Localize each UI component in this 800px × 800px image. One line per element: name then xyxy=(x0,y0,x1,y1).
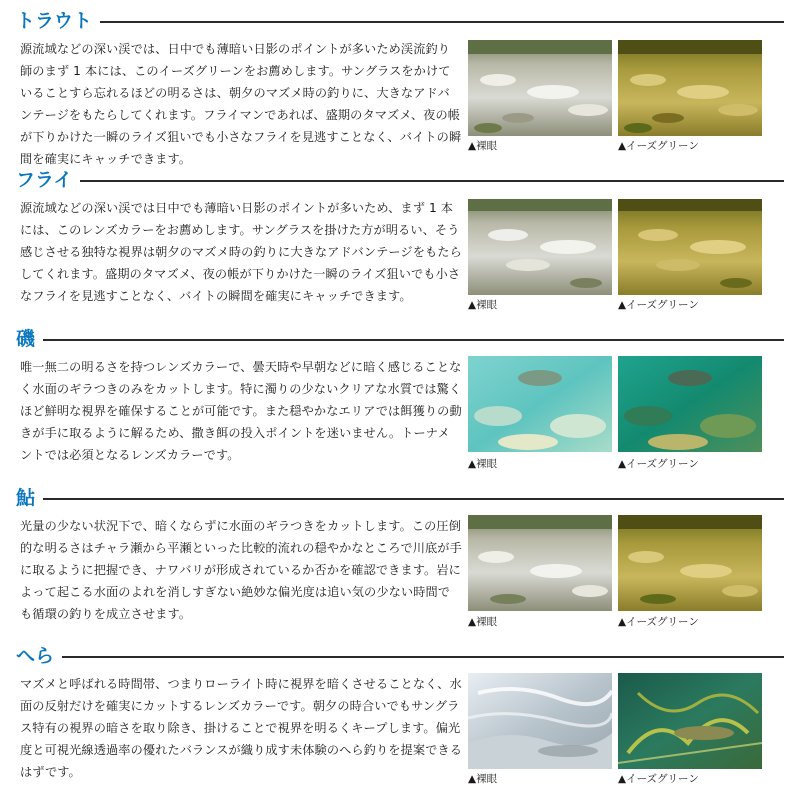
header-rule xyxy=(16,498,784,500)
caption-ease-green: ▲イーズグリーン xyxy=(618,299,699,311)
photo-naked-eye xyxy=(468,40,612,136)
section-title: トラウト xyxy=(16,8,100,34)
section-title: フライ xyxy=(16,167,80,193)
photo-ease-green xyxy=(618,199,762,295)
section-ayu xyxy=(0,485,800,645)
section-trout xyxy=(0,8,800,168)
section-header xyxy=(16,326,784,352)
photo-naked-eye xyxy=(468,515,612,611)
photo-ease-green xyxy=(618,40,762,136)
caption-ease-green: ▲イーズグリーン xyxy=(618,458,699,470)
photo-ease-green xyxy=(618,673,762,769)
section-fly xyxy=(0,167,800,327)
section-iso xyxy=(0,326,800,486)
caption-ease-green: ▲イーズグリーン xyxy=(618,140,699,152)
photo-naked-eye xyxy=(468,673,612,769)
caption-naked-eye: ▲裸眼 xyxy=(468,140,498,152)
caption-ease-green: ▲イーズグリーン xyxy=(618,616,699,628)
section-description: マズメと呼ばれる時間帯、つまりローライト時に視界を暗くさせることなく、水面の反射だけを確実にカットするレンズカラーです。朝夕の時合いでもサングラス特有の視界の暗さを取り除き、掛けることで視界を明るくキープします。偏光度と可視光線透過率の優れたバランスが織り成す未体験のへら釣りを提案できるはずです。 xyxy=(20,677,462,779)
section-header xyxy=(16,643,784,669)
section-description: 源流域などの深い渓では、日中でも薄暗い日影のポイントが多いため渓流釣り師のまず 1 本には、このイーズグリーンをお薦めします。サングラスをかけていることすら忘れるほどの明るさは、朝夕のマズメ時の釣りに、大きなアドバンテージをもたらしてくれます。フライマンであれば、盛期のタマズメ、夜の帳が下りかけた一瞬のライズ狙いでも小さなフライを見逃すことなく、バイトの瞬間を確実にキャッチできます。 xyxy=(20,42,462,166)
section-description: 源流域などの深い渓では日中でも薄暗い日影のポイントが多いため、まず 1 本には、このレンズカラーをお薦めします。サングラスを掛けた方が明るい、そう感じさせる独特な視界は朝夕のマズメ時の釣りに大きなアドバンテージをもたらしてくれます。盛期のタマズメ、夜の帳が下りかけた一瞬のライズ狙いでも小さなフライを見逃すことなく、バイトの瞬間を確実にキャッチできます。 xyxy=(20,201,462,303)
section-title: 鮎 xyxy=(16,485,43,511)
header-rule xyxy=(16,656,784,658)
header-rule xyxy=(16,21,784,23)
caption-naked-eye: ▲裸眼 xyxy=(468,299,498,311)
photo-ease-green xyxy=(618,356,762,452)
caption-naked-eye: ▲裸眼 xyxy=(468,773,498,785)
header-rule xyxy=(16,180,784,182)
section-hera xyxy=(0,643,800,800)
photo-naked-eye xyxy=(468,199,612,295)
section-description: 光量の少ない状況下で、暗くならずに水面のギラつきをカットします。この圧倒的な明るさはチャラ瀬から平瀬といった比較的流れの穏やかなところで川底が手に取るように把握でき、ナワバリが形成されているか否かを確認できます。岩によって起こる水面のよれを消しすぎない絶妙な偏光度は追い気の少ない時間でも循環の釣りを成立させます。 xyxy=(20,519,462,621)
caption-naked-eye: ▲裸眼 xyxy=(468,458,498,470)
section-header xyxy=(16,485,784,511)
section-title: へら xyxy=(16,643,62,669)
caption-naked-eye: ▲裸眼 xyxy=(468,616,498,628)
section-title: 磯 xyxy=(16,326,43,352)
section-header xyxy=(16,8,784,34)
header-rule xyxy=(16,339,784,341)
caption-ease-green: ▲イーズグリーン xyxy=(618,773,699,785)
photo-ease-green xyxy=(618,515,762,611)
section-description: 唯一無二の明るさを持つレンズカラーで、曇天時や早朝などに暗く感じることなく水面のギラつきのみをカットします。特に濁りの少ないクリアな水質では驚くほど鮮明な視界を確保することが可能です。また穏やかなエリアでは餌獲りの動きが手に取るように解るため、撒き餌の投入ポイントを迷いません。トーナメントでは必須となるレンズカラーです。 xyxy=(20,360,462,462)
section-header xyxy=(16,167,784,193)
photo-naked-eye xyxy=(468,356,612,452)
